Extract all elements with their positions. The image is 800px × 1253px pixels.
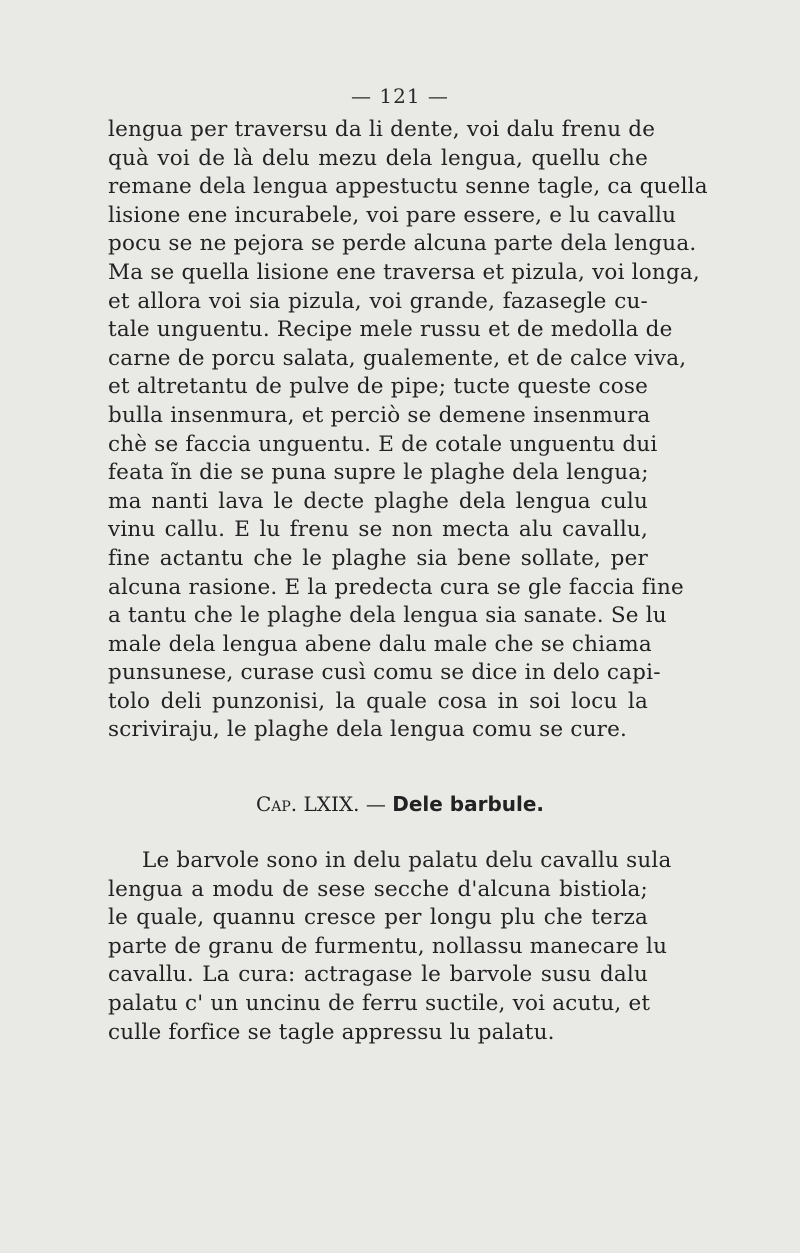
text-line: chè se faccia unguentu. E de cotale unguentu dui [108,431,658,457]
text-line: et altretantu de pulve de pipe; tucte queste cose [108,374,648,400]
text-line: quà voi de là delu mezu dela lengua, quellu che [108,145,648,171]
text-line: Ma se quella lisione ene traversa et pizula, voi longa, [108,259,700,285]
page-number: — 121 — [351,84,449,108]
text-line: a tantu che le plaghe dela lengua sia sanate. Se lu [108,603,667,629]
text-line: et allora voi sia pizula, voi grande, fazasegle cu- [108,288,648,314]
text-line: culle forfice se tagle appressu lu palatu. [108,1019,555,1045]
text-line: lengua a modu de sese secche d'alcuna bistiola; [108,876,648,902]
paragraph [108,116,708,745]
text-line: male dela lengua abene dalu male che se chiama [108,631,652,657]
chapter-label: Cap. LXIX. — [255,792,386,816]
text-line: lengua per traversu da li dente, voi dalu frenu de [108,117,656,142]
chapter-heading [0,792,800,816]
text-line: vinu callu. E lu frenu se non mecta alu cavallu, [108,517,648,543]
text-line: tale unguentu. Recipe mele russu et de medolla de [108,317,673,343]
text-line: pocu se ne pejora se perde alcuna parte dela lengua. [108,231,697,257]
text-line: palatu c' un uncinu de ferru suctile, voi acutu, et [108,990,651,1016]
text-line: ma nanti lava le decte plaghe dela lengua culu [108,488,648,514]
text-line: punsunese, curase cusì comu se dice in delo capi- [108,660,661,686]
text-line: bulla insenmura, et perciò se demene insenmura [108,402,651,428]
text-line: parte de granu de furmentu, nollassu manecare lu [108,933,668,959]
text-line: Le barvole sono in delu palatu delu cavallu sula [142,848,672,873]
text-line: lisione ene incurabele, voi pare essere, e lu cavallu [108,202,677,228]
paragraph [108,847,672,1047]
text-line: alcuna rasione. E la predecta cura se gle faccia fine [108,574,684,600]
text-line: fine actantu che le plaghe sia bene sollate, per [108,545,648,571]
text-line: scriviraju, le plaghe dela lengua comu se cure. [108,717,628,743]
text-line: remane dela lengua appestuctu senne tagle, ca quella [108,174,708,200]
text-line: tolo deli punzonisi, la quale cosa in soi locu la [108,688,648,714]
text-line: carne de porcu salata, gualemente, et de calce viva, [108,345,687,371]
chapter-title: Dele barbule. [392,792,545,816]
text-line: le quale, quannu cresce per longu plu che terza [108,905,648,931]
text-line: cavallu. La cura: actragase le barvole susu dalu [108,962,648,988]
text-line: feata ĩn die se puna supre le plaghe dela lengua; [108,460,649,486]
